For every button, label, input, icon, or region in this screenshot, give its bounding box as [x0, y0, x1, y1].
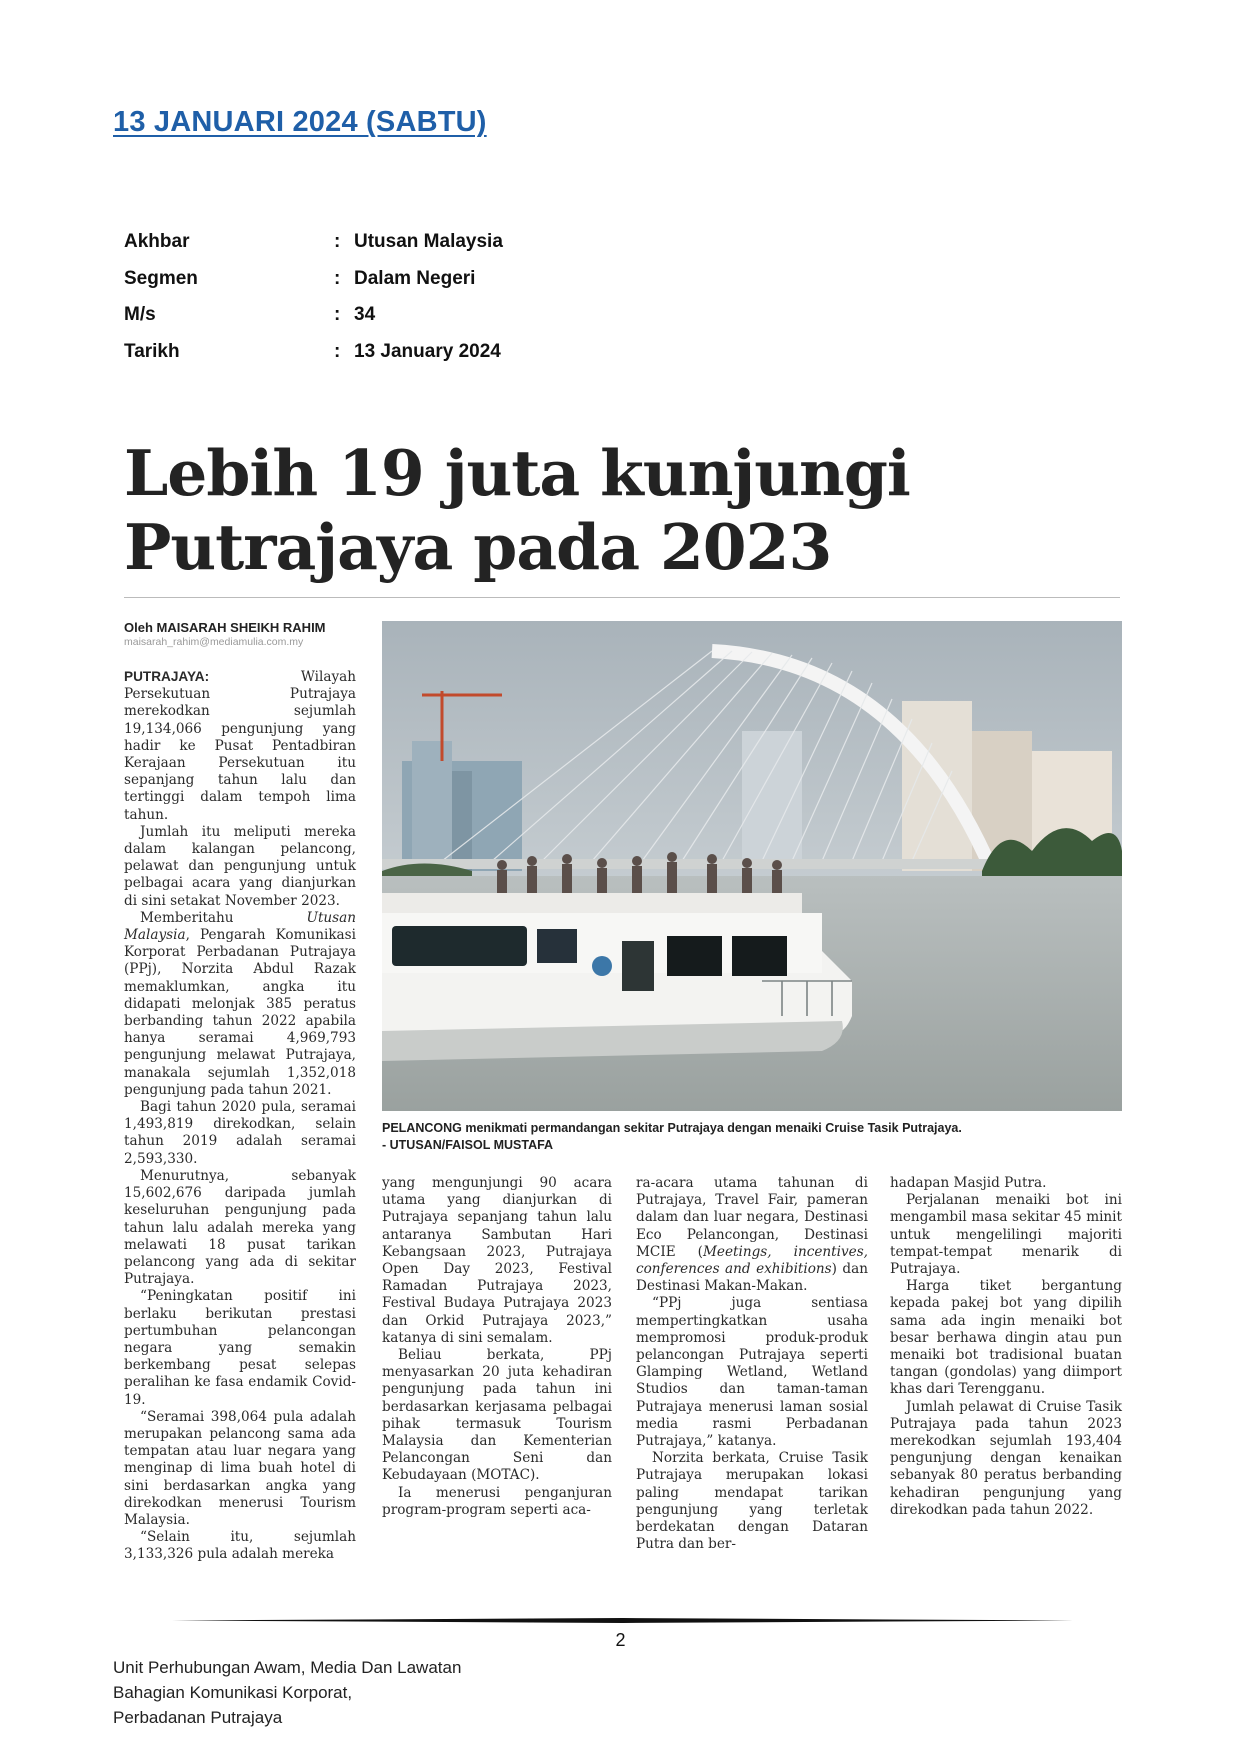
paragraph: Ia menerusi penganjuran program-program seperti aca-	[382, 1484, 612, 1518]
meta-row-tarikh	[124, 334, 503, 371]
article-column-1	[124, 668, 356, 1564]
meta-row-akhbar	[124, 224, 503, 261]
paragraph	[124, 668, 356, 824]
paragraph-text: Memberitahu	[140, 909, 307, 926]
page-number: 2	[615, 1630, 626, 1650]
meta-colon: :	[334, 267, 341, 289]
metadata-table	[124, 224, 503, 370]
date-heading: 13 JANUARI 2024 (SABTU)	[113, 106, 487, 138]
footer-line: Unit Perhubungan Awam, Media Dan Lawatan	[113, 1658, 462, 1677]
meta-colon: :	[334, 340, 341, 362]
paragraph: Jumlah itu meliputi mereka dalam kalangan pelancong, pelawat dan pengunjung untuk pelbagai acara yang dianjurkan di sini setakat November 2023.	[124, 823, 356, 909]
paragraph: Beliau berkata, PPj menyasarkan 20 juta kehadiran pengunjung pada tahun ini berdasarkan kerjasama pelbagai pihak termasuk Tourism Malaysia dan Kementerian Pelancongan Seni dan Kebudayaan (MOTAC).	[382, 1347, 612, 1484]
paragraph: “PPj juga sentiasa mempertingkatkan usaha mempromosi produk-produk pelancongan Putrajaya seperti Glamping Wetland, Wetland Studios dan taman-taman Putrajaya menerusi laman sosial media rasmi Perbadanan Putrajaya,” katanya.	[636, 1295, 868, 1450]
dateline: PUTRAJAYA:	[124, 669, 210, 684]
meta-label: M/s	[124, 304, 156, 326]
meta-label: Akhbar	[124, 231, 190, 253]
paragraph: Bagi tahun 2020 pula, seramai 1,493,819 direkodkan, selain tahun 2019 adalah seramai 2,593,330.	[124, 1099, 356, 1167]
footer-divider	[172, 1618, 1074, 1623]
paragraph: Perjalanan menaiki bot ini mengambil masa sekitar 45 minit untuk mengelilingi majoriti tempat-tempat menarik di Putrajaya.	[890, 1192, 1122, 1278]
meta-colon: :	[334, 304, 341, 326]
headline-line-2: Putrajaya pada 2023	[124, 510, 832, 584]
meta-value: 34	[354, 304, 376, 326]
paragraph: yang mengunjungi 90 acara utama yang dianjurkan di Putrajaya sepanjang tahun lalu antaranya Sambutan Hari Kebangsaan 2023, Putrajaya Open Day 2023, Festival Ramadan Putrajaya 2023, Festival Budaya Putrajaya 2023 dan Orkid Putrajaya 2023,” katanya di sini semalam.	[382, 1175, 612, 1346]
paragraph-text: Wilayah Persekutuan Putrajaya merekodkan sejumlah 19,134,066 pengunjung yang hadir ke Pusat Pentadbiran Kerajaan Persekutuan itu sepanjang tahun lalu dan tertinggi dalam tempoh lima tahun.	[124, 669, 356, 823]
article-column-2	[382, 1175, 612, 1519]
meta-colon: :	[334, 231, 341, 253]
paragraph-text: ) dan Destinasi Makan-Makan.	[636, 1261, 868, 1295]
meta-value: Dalam Negeri	[354, 267, 476, 289]
article-photo	[382, 621, 1122, 1111]
caption-text: PELANCONG menikmati permandangan sekitar Putrajaya dengan menaiki Cruise Tasik Putrajaya.	[382, 1121, 962, 1135]
footer-address	[113, 1655, 461, 1730]
meta-label: Tarikh	[124, 340, 180, 362]
paragraph-text: ra-acara utama tahunan di Putrajaya, Travel Fair, pameran dalam dan luar negara, Destinasi Eco Pelancongan, Destinasi MCIE (	[636, 1175, 868, 1260]
mcie-expansion: Meetings, incentives, conferences and exhibitions	[636, 1243, 868, 1278]
article-headline	[124, 436, 1124, 584]
paragraph: Norzita berkata, Cruise Tasik Putrajaya merupakan lokasi paling mendapat tarikan pengunjung yang terletak berdekatan dengan Dataran Putra dan ber-	[636, 1450, 868, 1553]
cruise-boat-photo	[382, 621, 1122, 1111]
photo-caption	[382, 1120, 1122, 1154]
footer-line: Bahagian Komunikasi Korporat,	[113, 1683, 353, 1702]
byline-email: maisarah_rahim@mediamulia.com.my	[124, 636, 304, 648]
paragraph: Menurutnya, sebanyak 15,602,676 daripada jumlah keseluruhan pengunjung pada tahun lalu adalah mereka yang melawati 18 pusat tarikan pelancong yang ada di sekitar Putrajaya.	[124, 1167, 356, 1288]
meta-label: Segmen	[124, 267, 198, 289]
meta-row-segmen	[124, 261, 503, 298]
meta-value: Utusan Malaysia	[354, 231, 503, 253]
meta-value: 13 January 2024	[354, 340, 501, 362]
paragraph: Jumlah pelawat di Cruise Tasik Putrajaya pada tahun 2023 merekodkan sejumlah 193,404 pengunjung dengan kenaikan sebanyak 80 peratus berbanding kehadiran pengunjung yang direkodkan pada tahun 2022.	[890, 1398, 1122, 1518]
paragraph: “Selain itu, sejumlah 3,133,326 pula adalah mereka	[124, 1529, 356, 1563]
newspaper-name: Utusan Malaysia	[124, 909, 356, 944]
paragraph	[124, 910, 356, 1099]
paragraph-text: , Pengarah Komunikasi Korporat Perbadanan Putrajaya (PPj), Norzita Abdul Razak memaklumkan, angka itu didapati melonjak 385 peratus berbanding tahun 2022 apabila hanya seramai 4,969,793 pengunjung melawat Putrajaya, manakala sejumlah 1,352,018 pengunjung pada tahun 2021.	[124, 927, 356, 1098]
paragraph: “Seramai 398,064 pula adalah merupakan pelancong sama ada tempatan atau luar negara yang menginap di lima buah hotel di sini berdasarkan angka yang direkodkan menerusi Tourism Malaysia.	[124, 1408, 356, 1528]
paragraph: Harga tiket bergantung kepada pakej bot yang dipilih sama ada ingin menaiki bot besar berhawa dingin atau pun menaiki bot tradisional buatan tangan (gondolas) yang diimport khas dari Terengganu.	[890, 1278, 1122, 1398]
article-column-3	[636, 1175, 868, 1553]
headline-line-1: Lebih 19 juta kunjungi	[124, 436, 910, 510]
footer-line: Perbadanan Putrajaya	[113, 1708, 283, 1727]
byline: Oleh MAISARAH SHEIKH RAHIM	[124, 620, 326, 635]
headline-divider	[124, 597, 1120, 598]
article-column-4	[890, 1175, 1122, 1519]
meta-row-ms	[124, 297, 503, 334]
photo-credit: - UTUSAN/FAISOL MUSTAFA	[382, 1138, 554, 1152]
paragraph	[636, 1175, 868, 1295]
paragraph: “Peningkatan positif ini berlaku berikutan prestasi pertumbuhan pelancongan negara yang semakin berkembang pesat selepas peralihan ke fasa endamik Covid-19.	[124, 1288, 356, 1408]
paragraph: hadapan Masjid Putra.	[890, 1175, 1047, 1191]
